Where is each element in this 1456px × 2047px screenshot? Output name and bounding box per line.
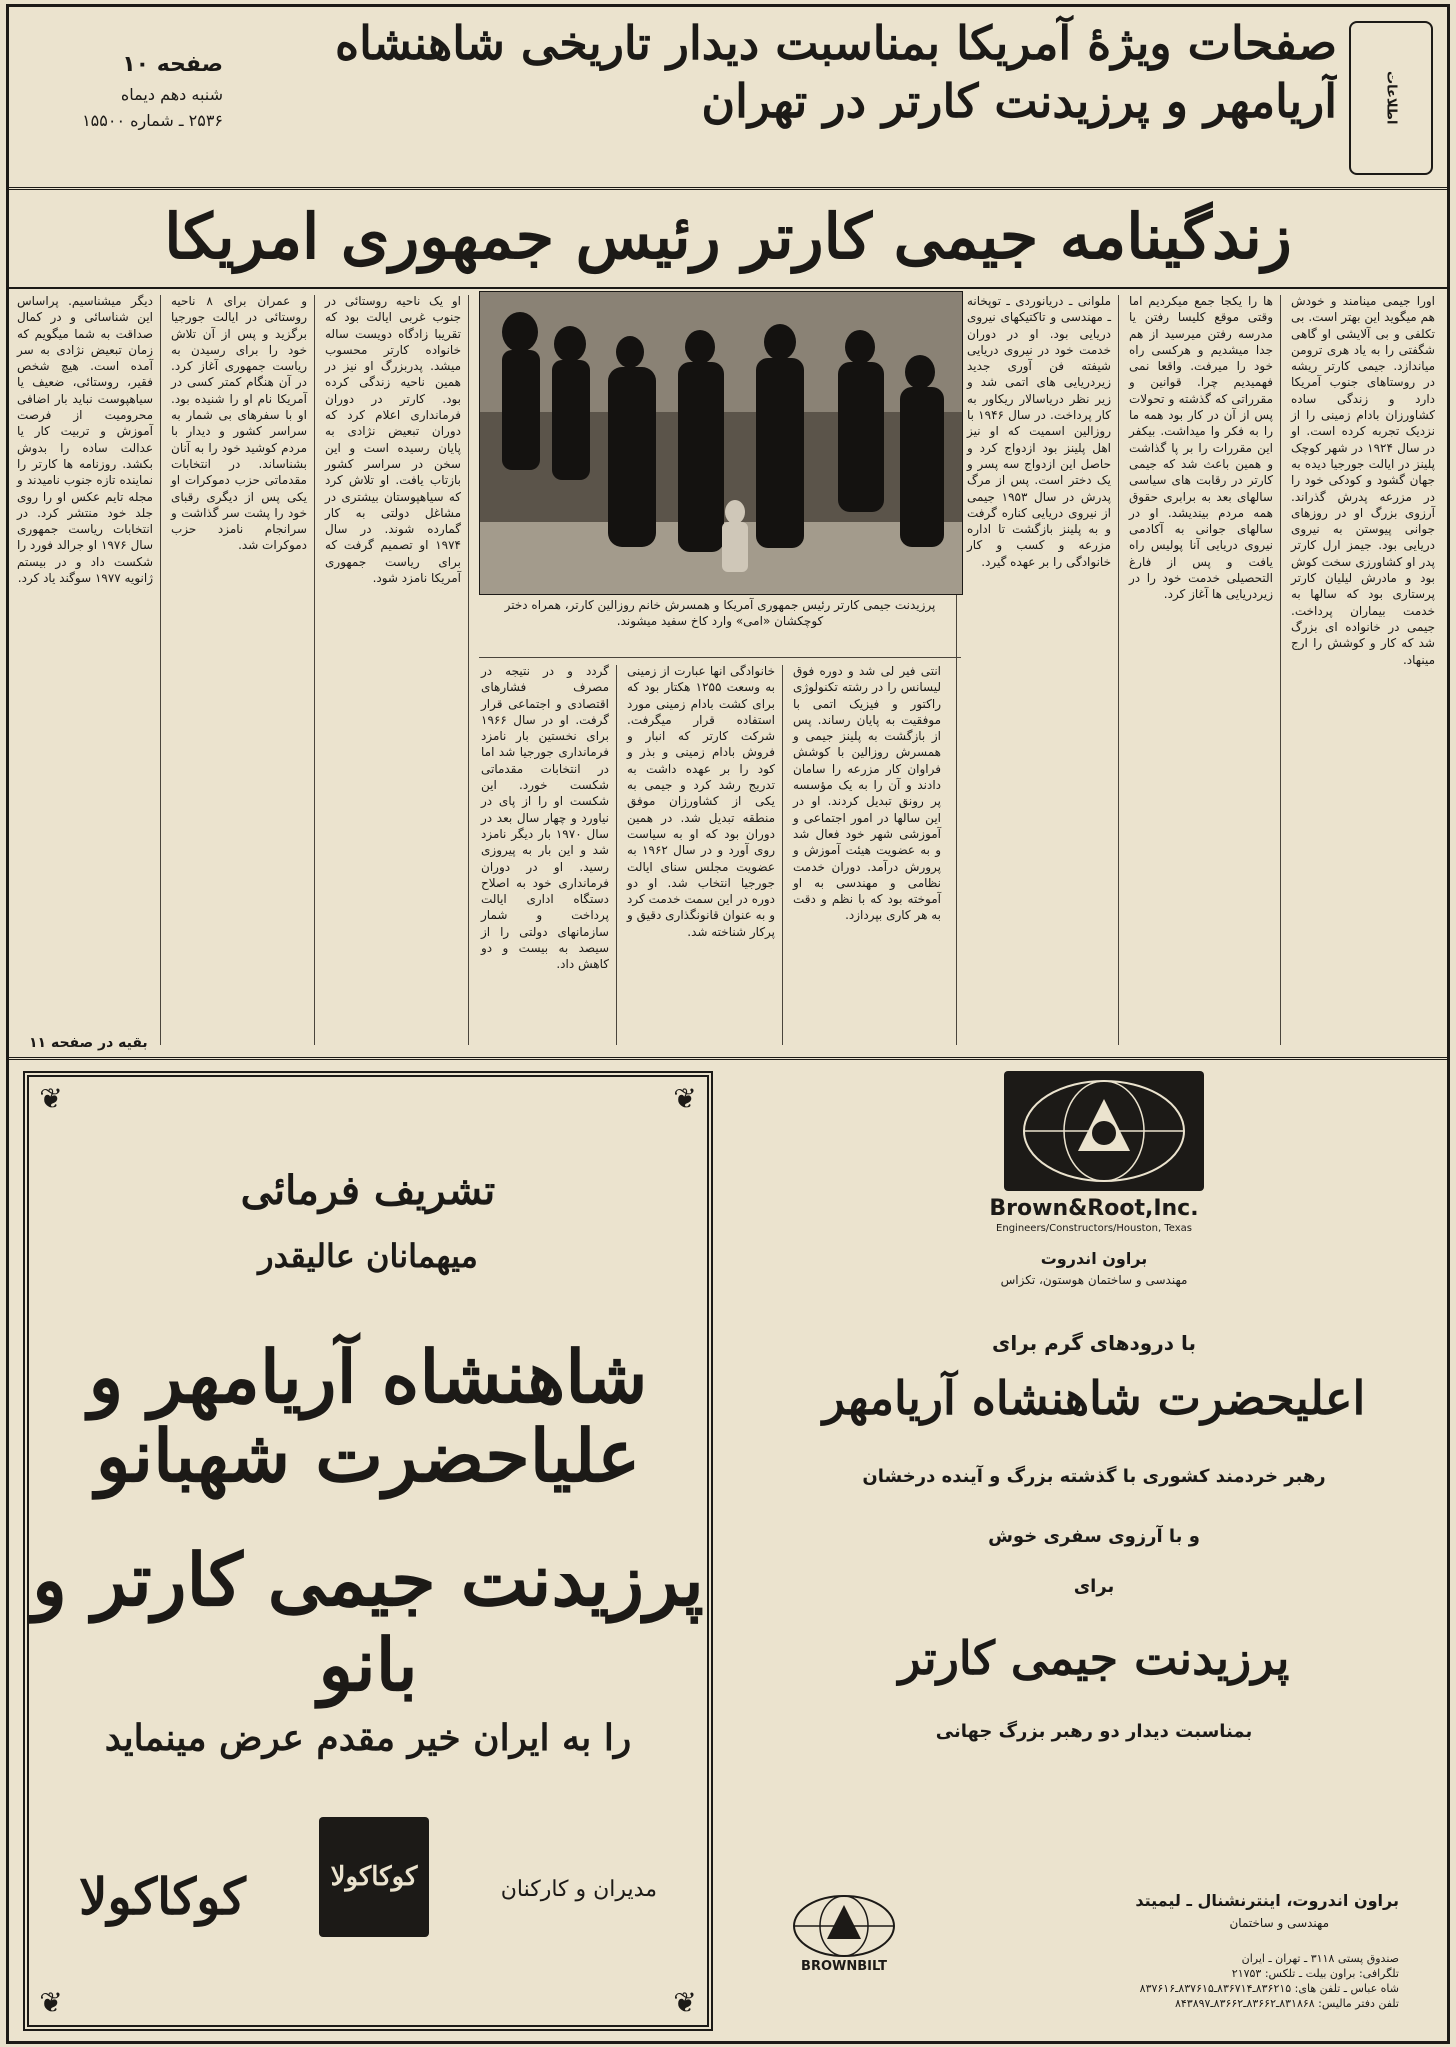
issue-number: ۲۵۳۶ ـ شماره ۱۵۵۰۰ [82,110,223,130]
address-line: تلفن دفتر مالیس: ۸۳۱۸۶۸ـ۸۳۶۶۲ـ۸۳۶۶۲ـ۸۴۳۸۹۷ [1174,1997,1399,2010]
article-body [9,287,1447,1060]
column-divider [782,665,783,1045]
globe-logo-icon [1004,1071,1204,1191]
ornament-icon: ❦ [39,1986,63,2019]
address-block [1039,1951,1399,2011]
ad-line: و با آرزوی سفری خوش [988,1526,1200,1547]
ornament-icon: ❦ [39,1082,63,1115]
ad-line: شاهنشاه آریامهر و علیاحضرت شهبانو [88,1334,648,1499]
article-column: خانوادگی انها عبارت از زمینی به وسعت ۱۲۵۵ هکتار بود که برای کشت بادام زمینی مورد استفاده قرار میگرفت. شرکت کارتر که انبار و فروش بادام زمینی و بذر و کود را بر عهده داشت به تدریج رشد کرد و جیمی به یکی از کشاورزان موفق منطقه تبدیل شد. در همین دوران بود که او به سیاست روی آورد و در سال ۱۹۶۲ به عضویت مجلس سنای ایالت جورجیا انتخاب شد. او دو دوره در این سمت خدمت کرد و به عنوان قانونگذاری دقیق و پرکار شناخته شد. [627,664,776,939]
article-column: ها را یکجا جمع میکردیم اما وقتی موقع کلیسا رفتن یا مدرسه رفتن میرسید از هم جدا میشدیم و هرکسی راه خود را میرفت. واقعا نمی فهمیدیم چرا. قوانین و مقرراتی که گذشته و تحولات پس از آن در کار بود همه ما را به فکر وا میداشت. بیکفر این مقررات را بر پا گذاشت و همین باعث شد که جیمی کارتر در رقابت های سیاسی سالهای بعد به برابری حقوق همه مردم بیندیشد. او در سالهای جوانی به آکادمی نیروی دریایی آنا پولیس راه یافت و پس از فارغ التحصیلی خدمت خود را در زیردریایی ها آغاز کرد. [1129,294,1273,602]
brownbilt-logo-icon [789,1891,899,1961]
photo-caption: پرزیدنت جیمی کارتر رئیس جمهوری آمریکا و همسرش خانم روزالین کارتر، همراه دختر کوچکشان «امی» وارد کاخ سفید میشوند. [479,597,961,658]
newspaper-page [6,4,1450,2044]
company-name: Brown&Root,Inc. [989,1196,1199,1221]
address-line: تلگرافی: براون بیلت ـ تلکس: ۲۱۷۵۳ [1231,1967,1399,1980]
ad-line: رهبر خردمند کشوری با گذشته بزرگ و آینده درخشان [862,1466,1326,1487]
article-column: و عمران برای ۸ ناحیه روستائی در ایالت جورجیا برگزید و پس از آن تلاش خود را برای رسیدن به ریاست جمهوری آغاز کرد. در آن هنگام کمتر کسی در آمریکا نام او را شنیده بود. او با سفرهای بی شمار به سراسر کشور و دیدار با مردم کوشید خود را به آنان بشناساند. در انتخابات مقدماتی حزب دموکرات او یکی پس از دیگری رقبای خود را پشت سر گذاشت و سرانجام نامزد حزب دموکرات شد. [171,294,307,553]
ad-line: با درودهای گرم برای [992,1331,1196,1355]
masthead-meta [23,47,223,133]
column-divider [1118,295,1119,1045]
ad-line: پرزیدنت جیمی کارتر [898,1631,1290,1685]
ornament-icon: ❦ [673,1082,697,1115]
column-divider [314,295,315,1045]
article-column: ملوانی ـ دریانوردی ـ توپخانه ـ مهندسی و تاکتیکهای نیروی دریایی بود. او در دوران خدمت خود در نیروی دریایی شیفته فن آوری جدید زیردریایی های اتمی شد و زیر نظر دریاسالار ریکاور به کار پرداخت. در سال ۱۹۴۶ با روزالین اسمیت که او نیز اهل پلینز بود ازدواج کرد و حاصل این ازدواج سه پسر و یک دختر است. پس از مرگ پدرش در سال ۱۹۵۳ جیمی از نیروی دریایی کناره گرفت و به پلینز بازگشت تا اداره مزرعه و کسب و کار خانوادگی را بر عهده گیرد. [967,294,1111,569]
brownbilt-label: BROWNBILT [801,1959,887,1974]
newspaper-logo: اطلاعات [1349,21,1433,175]
article-column: دیگر میشناسیم. پراساس این شناسائی و در کمال صداقت به شما میگویم که زمان تبعیض نژادی به سر آمده است. هیچ شخص فقیر، روستائی، ضعیف یا سیاهپوست نباید بار اضافی محرومیت از فرصت آموزش و تربیت کار یا عدالت ساده را بدوش بکشد. روزنامه ها کارتر را نماینده تازه جنوب نامیدند و مجله تایم عکس او را روی جلد خود منتشر کرد. در انتخابات ریاست جمهوری سال ۱۹۷۶ او جرالد فورد را شکست داد و در بیستم ژانویه ۱۹۷۷ سوگند یاد کرد. [17,294,154,586]
ad-line: میهمانان عالیقدر [258,1237,478,1275]
masthead [9,7,1447,190]
brown-and-root-ad [749,1071,1439,2031]
coca-cola-ad [23,1071,713,2031]
column-divider [468,295,469,1045]
article-column: گردد و در نتیجه در مصرف فشارهای اقتصادی و اجتماعی قرار گرفت. او در سال ۱۹۶۶ برای نخستین بار نامزد فرمانداری جورجیا شد اما در انتخابات مقدماتی شکست خورد. این شکست او را از پای در نیاورد و چهار سال بعد در سال ۱۹۷۰ بار دیگر نامزد شد و این بار به پیروزی رسید. او در دوران فرمانداری خود به اصلاح دستگاه اداری ایالت پرداخت و شمار سازمانهای دولتی را از سیصد به بیست و دو کاهش داد. [481,664,609,972]
address-line: صندوق پستی ۳۱۱۸ ـ تهران ـ ایران [1241,1952,1399,1965]
company-name-fa: براون اندروت [1040,1249,1148,1268]
ads-section [9,1059,1447,2043]
address-line: شاه عباس ـ تلفن های: ۸۳۶۲۱۵ـ۸۳۶۷۱۴ـ۸۳۷۶۱۵ـ۸۳۷۶۱۶ [1139,1982,1399,1995]
ad-bottom-line: مهندسی و ساختمان [1229,1916,1329,1930]
ad-signoff-big: کوکاکولا [79,1867,246,1926]
ad-line: را به ایران خیر مقدم عرض مینماید [104,1717,632,1759]
ad-bottom-line: براون اندروت، اینترنشنال ـ لیمیتد [1135,1891,1399,1910]
column-divider [616,665,617,1045]
masthead-title: صفحات ویژهٔ آمریکا بمناسبت دیدار تاریخی شاهنشاه آریامهر و پرزیدنت کارتر در تهران [335,16,1337,128]
ad-line: پرزیدنت جیمی کارتر و بانو [32,1537,704,1707]
ad-line: تشریف فرمائی [240,1167,496,1214]
column-divider [1280,295,1281,1045]
column-divider [160,295,161,1045]
ad-line: برای [1073,1576,1115,1597]
ad-line: بمناسبت دیدار دو رهبر بزرگ جهانی [935,1721,1253,1742]
article-photo [479,291,963,595]
ornament-icon: ❦ [673,1986,697,2019]
continued-note: بقیه در صفحه ۱۱ [29,1035,148,1051]
main-headline: زندگینامه جیمی کارتر رئیس جمهوری امریکا [9,187,1447,289]
coca-cola-logo: کوکاکولا [319,1817,429,1937]
ad-signoff-small: مدیران و کارکنان [500,1877,657,1902]
article-column: اورا جیمی مینامند و خودش هم میگوید این بهتر است. بی تکلفی و بی آلایشی او گاهی شگفتی را به یاد هری ترومن میاندازد. جیمی کارتر ریشه در روستاهای جنوب آمریکا دارد و زندگی ساده کشاورزان بادام زمینی را از نزدیک تجربه کرده است. او در سال ۱۹۲۴ در شهر کوچک پلینز در ایالت جورجیا دیده به جهان گشود و کودکی خود را در مزرعه پدرش گذراند. آرزوی بزرگ او در روزهای جوانی پیوستن به نیروی دریایی بود. جیمز ارل کارتر پدر او کشاورزی سخت کوش بود و مادرش لیلیان کارتر پرستاری بود که سالها به خدمت بیماران پرداخت. جیمی در خانواده ای بزرگ شد که کار و کوشش را ارج مینهاد. [1291,294,1435,667]
company-subtitle: Engineers/Constructors/Houston, Texas [996,1223,1192,1234]
page-number: صفحه ۱۰ [122,52,223,77]
ad-line: اعلیحضرت شاهنشاه آریامهر [822,1371,1366,1425]
article-column: او یک ناحیه روستائی در جنوب غربی ایالت بود که تقریبا زادگاه دویست ساله خانواده کارتر محسوب میشد. پدربزرگ او نیز در همین ناحیه زندگی کرده بود. کارتر در دوران فرمانداری اعلام کرد که دوران تبعیض نژادی به پایان رسیده است و این سخن در سراسر کشور بازتاب یافت. او تلاش کرد که سیاهپوستان بیشتری در مشاغل دولتی به کار گمارده شوند. در سال ۱۹۷۴ او تصمیم گرفت که برای ریاست جمهوری آمریکا نامزد شود. [325,294,461,586]
article-column: انتی فیر لی شد و دوره فوق لیسانس را در رشته تکنولوژی راکتور و فیزیک اتمی با موفقیت به پایان رساند. پس از بازگشت به پلینز جیمی و همسرش روزالین با کوشش فراوان کار مزرعه را سامان دادند و آن را به یک مؤسسه پر رونق تبدیل کردند. او در این سالها در امور اجتماعی و آموزشی شهر خود فعال شد و به عضویت هیئت آموزش و پرورش درآمد. دوران خدمت نظامی و مهندسی به او آموخته بود که با نظم و دقت به هر کاری بپردازد. [793,664,941,923]
issue-date: شنبه دهم دیماه [120,85,223,105]
company-subtitle-fa: مهندسی و ساختمان هوستون، تکزاس [1000,1273,1188,1287]
